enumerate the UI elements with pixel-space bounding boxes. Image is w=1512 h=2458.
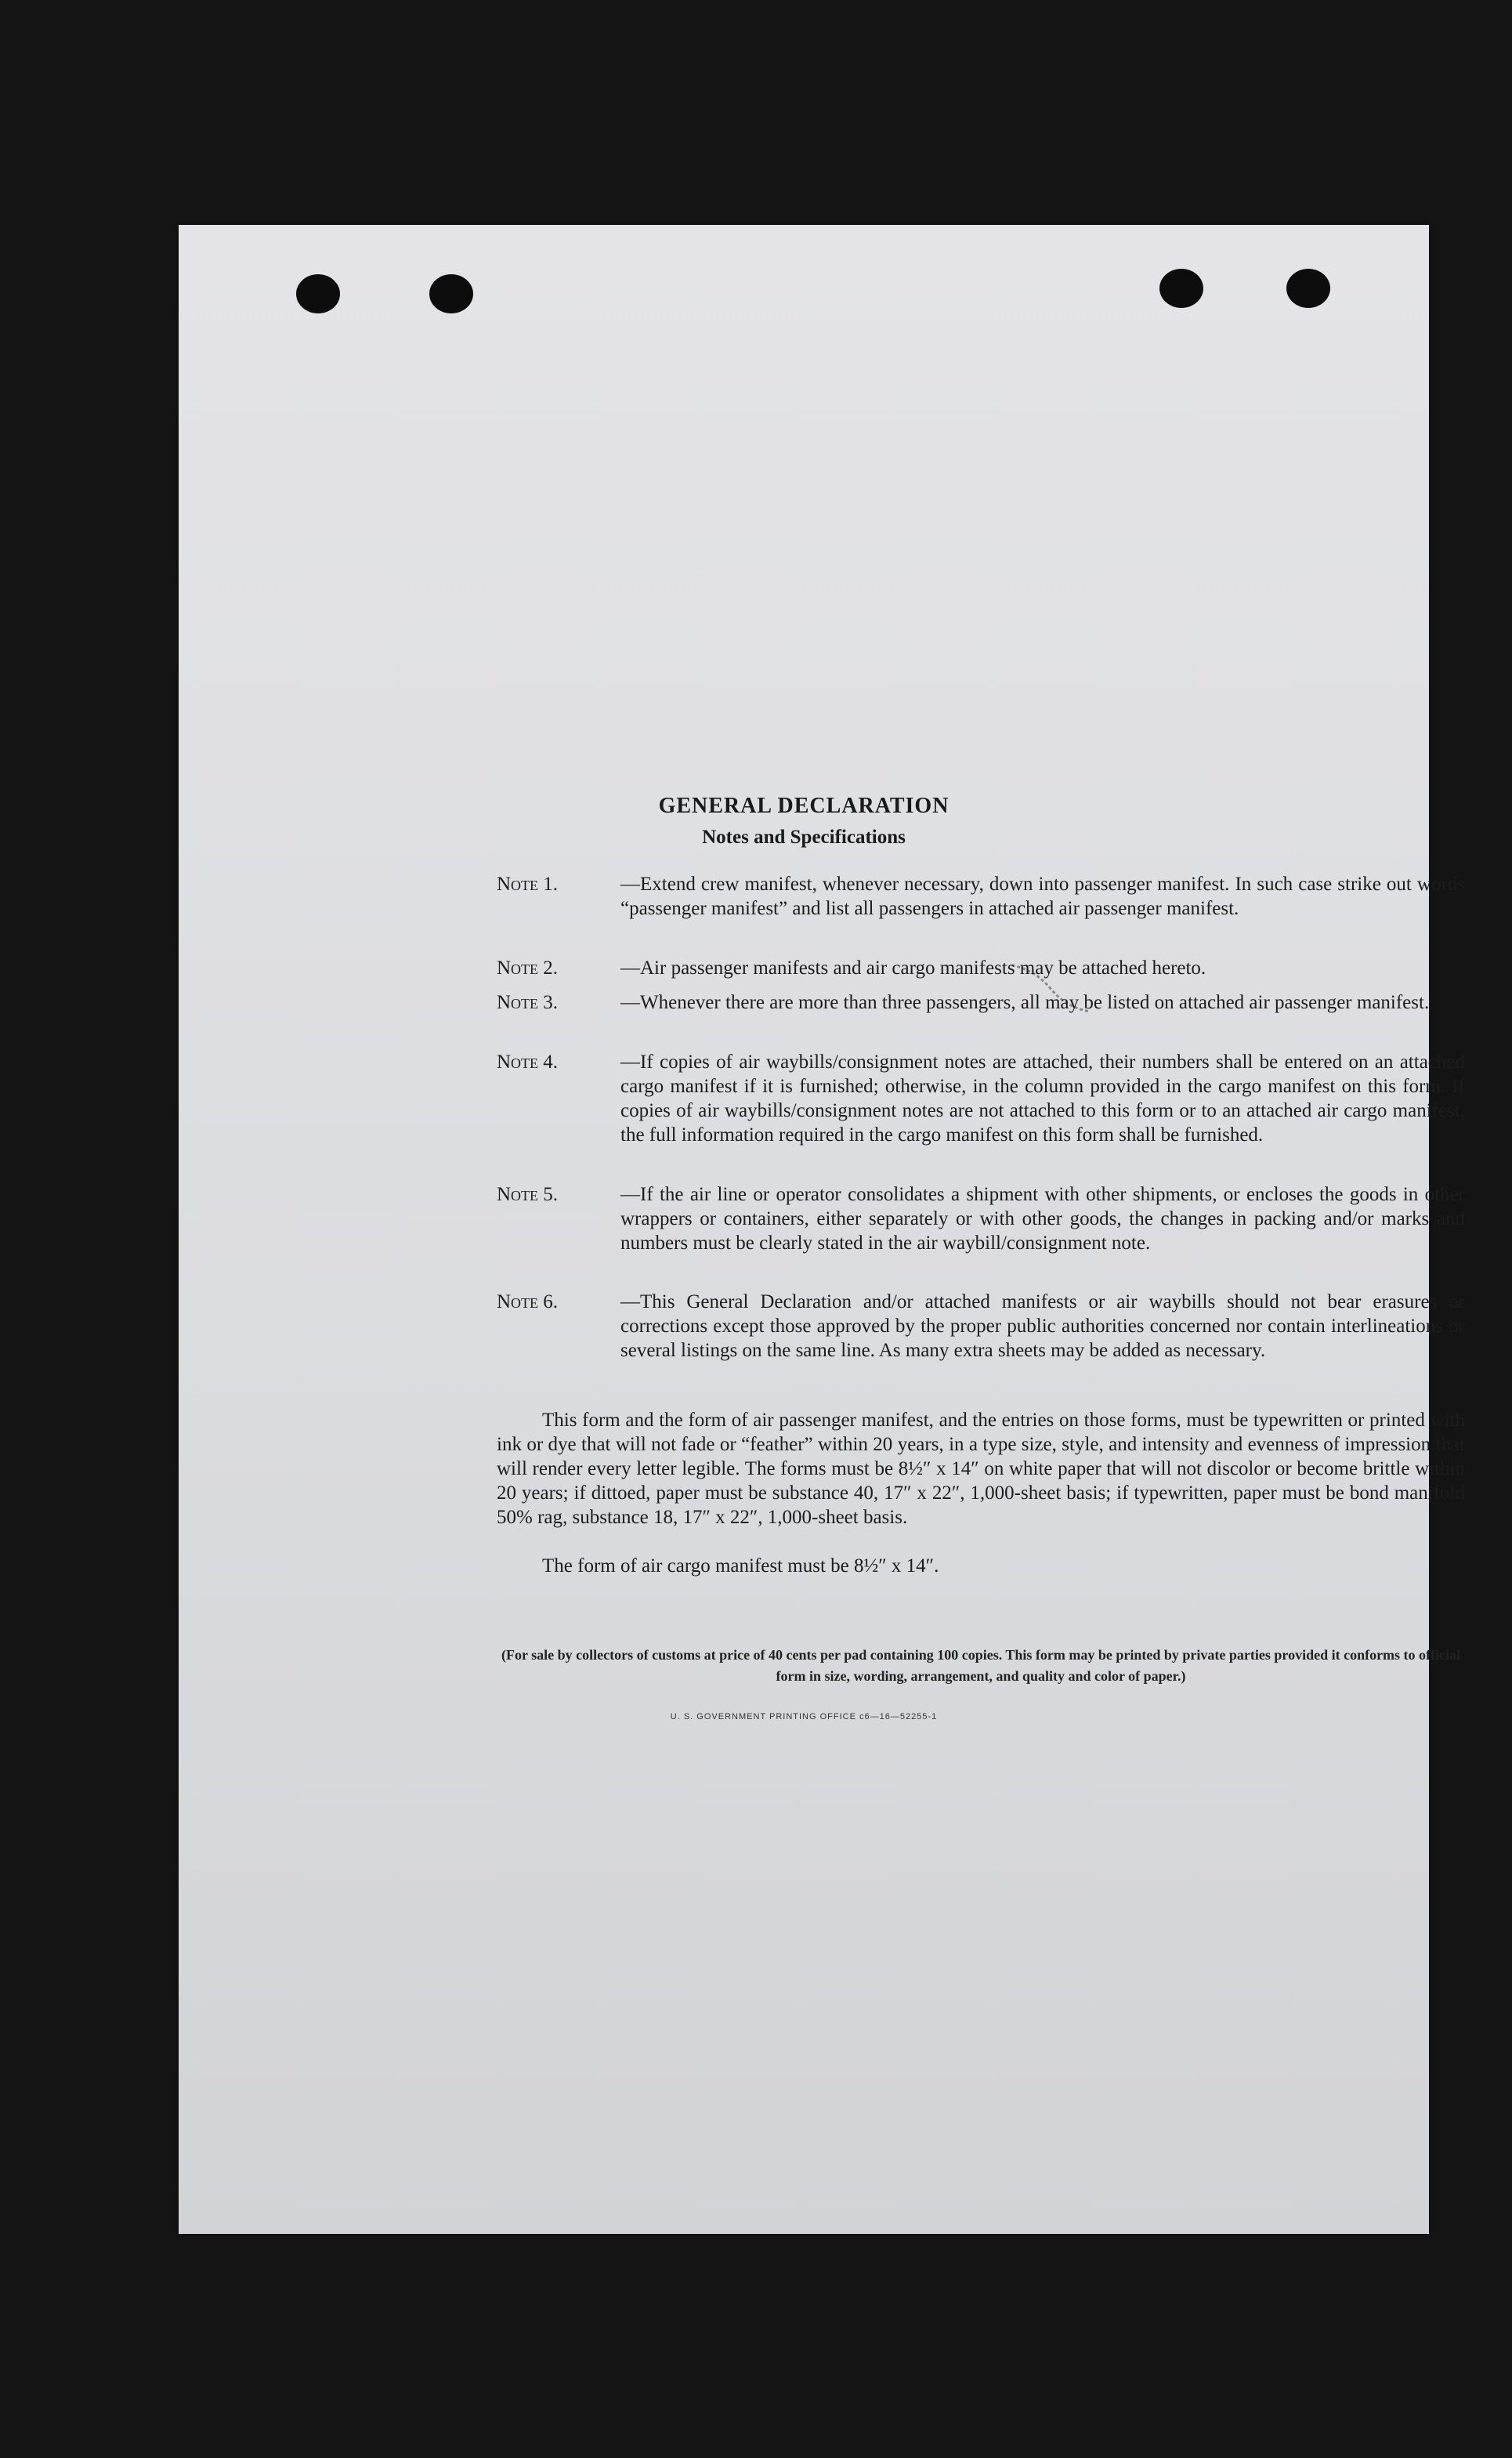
note-label: Note 4. bbox=[497, 1052, 559, 1073]
sale-notice: (For sale by collectors of customs at price of 40 cents per pad containing 100 copies. This form may be printed by private parties provided it conforms to official form in size, wording, arrangement, and quality and color of paper.) bbox=[501, 1647, 1461, 1684]
note-label: Note 6. bbox=[497, 1291, 559, 1312]
note-text: —Whenever there are more than three passengers, all may be listed on attached air passenger manifest. bbox=[620, 992, 1430, 1013]
note-label: Note 5. bbox=[497, 1184, 559, 1205]
punch-hole bbox=[1286, 269, 1330, 308]
specification-paragraph: This form and the form of air passenger manifest, and the entries on those forms, must be typewritten or printed with ink or dye that will not fade or “feather” within 20 years, in a type size, style, and intensity and evenness of impression that will render every letter legible. The forms must be 8½″ x 14″ on white paper that will not discolor or become brittle within 20 years; if dittoed, paper must be substance 40, 17″ x 22″, 1,000-sheet basis; if typewritten, paper must be bond manifold 50% rag, substance 18, 17″ x 22″, 1,000-sheet basis. bbox=[497, 1410, 1465, 1528]
cargo-manifest-size-line: The form of air cargo manifest must be 8½″ x 14″. bbox=[542, 1555, 939, 1577]
punch-hole bbox=[1159, 269, 1203, 308]
page-subtitle: Notes and Specifications bbox=[702, 827, 906, 848]
punch-hole bbox=[296, 274, 340, 313]
note-text: —Extend crew manifest, whenever necessary, down into passenger manifest. In such case strike out words “passenger manifest” and list all passengers in attached air passenger manifest. bbox=[620, 874, 1465, 919]
note-text: —Air passenger manifests and air cargo manifests may be attached hereto. bbox=[620, 957, 1206, 979]
punch-hole bbox=[429, 274, 473, 313]
page-title: GENERAL DECLARATION bbox=[658, 794, 950, 818]
document-page bbox=[179, 225, 1465, 2234]
printer-imprint: U. S. GOVERNMENT PRINTING OFFICE c6—16—52255-1 bbox=[670, 1712, 938, 1721]
note-label: Note 2. bbox=[497, 957, 559, 979]
note-text: —If copies of air waybills/consignment notes are attached, their numbers shall be entered on an attached cargo manifest if it is furnished; otherwise, in the column provided in the cargo manifest on this form. If copies of air waybills/consignment notes are not attached to this form or to an attached air cargo manifest, the full information required in the cargo manifest on this form shall be furnished. bbox=[620, 1052, 1465, 1146]
note-6 bbox=[497, 1290, 1465, 1363]
note-label: Note 1. bbox=[497, 874, 559, 895]
note-label: Note 3. bbox=[497, 992, 559, 1013]
note-5 bbox=[497, 1182, 1465, 1255]
note-2 bbox=[497, 956, 1465, 980]
note-text: —If the air line or operator consolidates a shipment with other shipments, or encloses the goods in other wrappers or containers, either separately or with other goods, the changes in packing and/or marks and numbers must be clearly stated in the air waybill/consignment note. bbox=[620, 1184, 1465, 1254]
note-1 bbox=[497, 872, 1465, 921]
note-4 bbox=[497, 1050, 1465, 1147]
note-text: —This General Declaration and/or attached manifests or air waybills should not bear erasures or corrections except those approved by the proper public authorities concerned nor contain interlineations or several listings on the same line. As many extra sheets may be added as necessary. bbox=[620, 1291, 1465, 1361]
note-3 bbox=[497, 990, 1465, 1015]
